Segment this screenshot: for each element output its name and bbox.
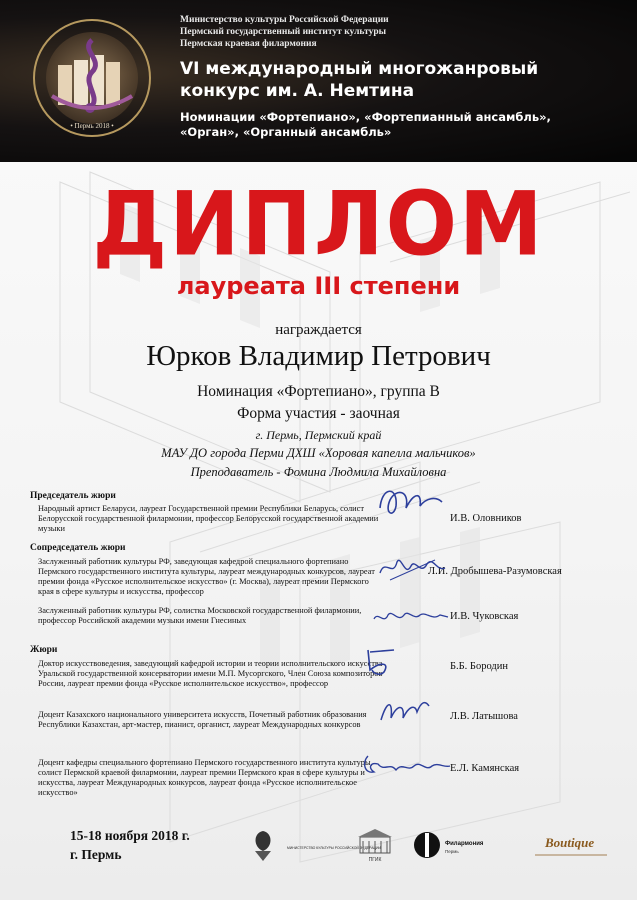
- contest-title-line: конкурс им. А. Немтина: [180, 81, 415, 101]
- jury-member-name: Е.Л. Камянская: [450, 763, 520, 774]
- participant-school: МАУ ДО города Перми ДХШ «Хоровая капелла мальчиков»: [161, 446, 476, 460]
- diploma-title: ДИПЛОМ: [92, 172, 545, 276]
- chair-heading: Председатель жюри: [30, 491, 116, 501]
- jury-member-name: И.В. Оловников: [450, 513, 522, 524]
- jury-member-desc: Доцент кафедры специального фортепиано Пермского государственного института культуры, солист Пермской краевой филармонии, лауреат премии Пермского края в сфере культуры и искусства, лауреат Международных конкурсов, лауреат фонда «Русское исполнительское искусство»: [38, 758, 373, 797]
- event-dates: 15-18 ноября 2018 г.: [70, 828, 190, 843]
- pgik-logo-icon: [358, 829, 392, 863]
- signature-3: [370, 603, 450, 631]
- emblem-caption: • Пермь 2018 •: [70, 122, 114, 130]
- logo3-name: Филармония: [445, 841, 484, 847]
- jury-member-name: Л.И. Дробышева-Разумовская: [428, 566, 562, 577]
- jury-member-name: Б.Б. Бородин: [450, 661, 508, 672]
- org-line: Пермский государственный институт культуры: [180, 27, 387, 37]
- awarded-label: награждается: [275, 322, 362, 338]
- signature-6: [358, 748, 453, 784]
- logo2-text: ПГИК: [368, 857, 382, 863]
- boutique-logo-icon: [535, 835, 607, 855]
- jury-member-desc: Доктор искусствоведения, заведующий кафедрой истории и теории исполнительского искусства Уральской государственной консерватории имени М.П. Мусоргского, Член Союза композиторов России, лауреат премии фонда «Русское исполнительское искусство», профессор: [38, 659, 383, 688]
- participation-form: Форма участия - заочная: [237, 405, 400, 422]
- nominations-line: «Орган», «Органный ансамбль»: [180, 125, 392, 139]
- partner-logos: [245, 825, 615, 870]
- teacher-name: Преподаватель - Фомина Людмила Михайловна: [190, 465, 447, 479]
- event-city: г. Пермь: [70, 847, 122, 862]
- org-line: Министерство культуры Российской Федерации: [180, 15, 389, 25]
- contest-title: [180, 58, 620, 102]
- logo4-text: Boutique: [545, 835, 595, 850]
- cochair-heading: Сопредседатель жюри: [30, 543, 126, 553]
- nominations-line: Номинации «Фортепиано», «Фортепианный ансамбль»,: [180, 110, 551, 124]
- jury-member-name: И.В. Чуковская: [450, 611, 519, 622]
- diploma-degree: лауреата III степени: [176, 272, 461, 300]
- contest-title-line: VI международный многожанровый: [180, 59, 539, 79]
- jury-heading: Жюри: [30, 645, 58, 655]
- logo1-text: МИНИСТЕРСТВО КУЛЬТУРЫ РОССИЙСКОЙ ФЕДЕРАЦИИ: [287, 846, 381, 850]
- participant-city: г. Пермь, Пермский край: [255, 428, 382, 442]
- signature-1: [370, 478, 450, 526]
- jury-member-desc: Заслуженный работник культуры РФ, солистка Московской государственной филармонии, профессор Российской академии музыки имени Гнесиных: [38, 606, 362, 625]
- jury-member-desc: Народный артист Беларуси, лауреат Государственной премии Республики Беларусь, солист Белорусской государственной филармонии, профессор Белорусской государственной академии музыки: [38, 504, 379, 533]
- nominations: [180, 110, 620, 140]
- contest-emblem-icon: [22, 10, 162, 150]
- header-band: [0, 0, 637, 162]
- laureate-name: Юрков Владимир Петрович: [146, 340, 491, 372]
- signature-5: [375, 690, 435, 730]
- signature-2: [375, 548, 450, 588]
- logo3-sub: Пермь: [445, 849, 459, 854]
- jury-member-desc: Заслуженный работник культуры РФ, заведующая кафедрой специального фортепиано Пермского государственного института культуры, лауреат международных конкурсов, лауреат премии фонда «Русское исполнительское искусство» (г. Москва), лауреат премии Пермского края в сфере культуры и искусства, профессор: [38, 557, 375, 596]
- jury-member-name: Л.В. Латышова: [450, 711, 518, 722]
- jury-member-desc: Доцент Казахского национального университета искусств, Почетный работник образования Республики Казахстан, арт-мастер, пианист, органист, лауреат Международных конкурсов: [38, 710, 367, 729]
- philharmonic-logo-icon: [414, 832, 484, 858]
- organizers: [180, 14, 389, 50]
- nomination-text: Номинация «Фортепиано», группа В: [197, 383, 440, 400]
- signature-4: [360, 644, 410, 680]
- org-line: Пермская краевая филармония: [180, 39, 317, 49]
